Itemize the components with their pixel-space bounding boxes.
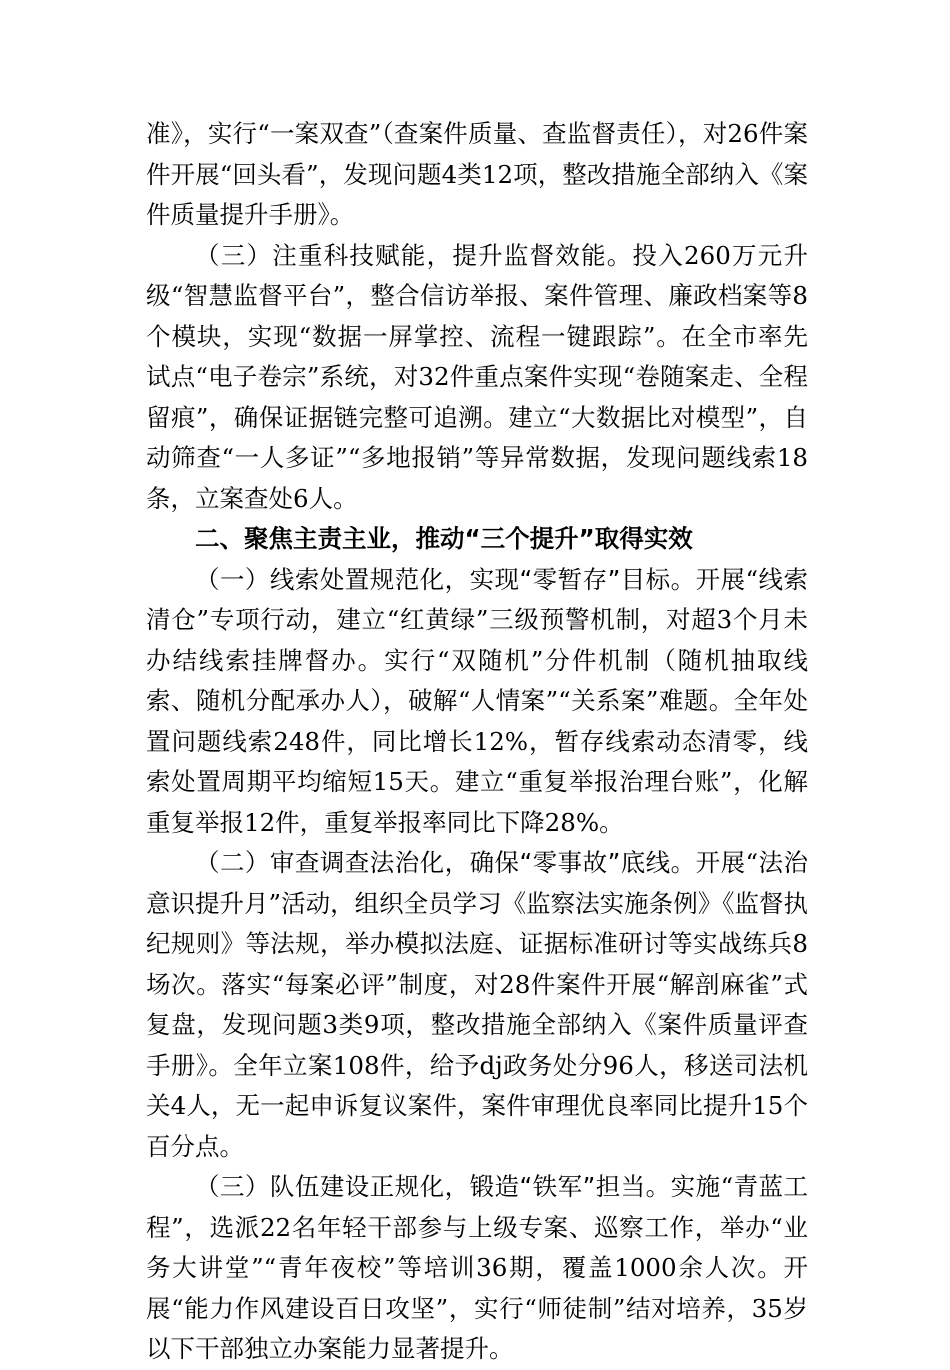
paragraph-continued (146, 114, 808, 236)
section-heading-text: 二、聚焦主责主业，推动“三个提升”取得实效 (195, 524, 693, 553)
paragraph-text: 开展“法治意识提升月”活动，组织全员学习《监察法实施条例》《监督执纪规则》等法规，举办模拟法庭、证据标准研讨等实战练兵8场次。落实“每案必评”制度，对28件案件开展“解剖麻雀”式复盘，发现问题3类9项，整改措施全部纳入《案件质量评查手册》。全年立案108件，给予dj政务处分96人，移送司法机关4人，无一起申诉复议案件，案件审理优良率同比提升15个百分点。 (146, 848, 808, 1161)
paragraph-text: 实施“青蓝工程”，选派22名年轻干部参与上级专案、巡察工作，举办“业务大讲堂”“青年夜校”等培训36期，覆盖1000余人次。开展“能力作风建设百日攻坚”，实行“师徒制”结对培养，35岁以下干部独立办案能力显著提升。 (146, 1172, 808, 1363)
paragraph-clue-handling (146, 560, 808, 844)
paragraph-text: 开展“线索清仓”专项行动，建立“红黄绿”三级预警机制，对超3个月未办结线索挂牌督办。实行“双随机”分件机制（随机抽取线索、随机分配承办人），破解“人情案”“关系案”难题。全年处置问题线索248件，同比增长12%，暂存线索动态清零，线索处置周期平均缩短15天。建立“重复举报治理台账”，化解重复举报12件，重复举报率同比下降28%。 (146, 564, 808, 837)
paragraph-team-building (146, 1167, 808, 1370)
paragraph-text: 投入260万元升级“智慧监督平台”，整合信访举报、案件管理、廉政档案等8个模块，实现“数据一屏掌控、流程一键跟踪”。在全市率先试点“电子卷宗”系统，对32件重点案件实现“卷随案走、全程留痕”，确保证据链完整可追溯。建立“大数据比对模型”，自动筛查“一人多证”“多地报销”等异常数据，发现问题线索18条，立案查处6人。 (146, 240, 808, 513)
paragraph-lead: （三）队伍建设正规化，锻造“铁军”担当。 (195, 1172, 671, 1201)
section-heading (146, 519, 808, 560)
paragraph-text: 准》，实行“一案双查”（查案件质量、查监督责任），对26件案件开展“回头看”，发现问题4类12项，整改措施全部纳入《案件质量提升手册》。 (146, 119, 808, 229)
paragraph-tech-empowerment (146, 236, 808, 520)
paragraph-lead: （二）审查调查法治化，确保“零事故”底线。 (195, 848, 696, 877)
paragraph-lead: （三）注重科技赋能，提升监督效能。 (195, 240, 633, 270)
document-page (146, 114, 808, 1370)
paragraph-investigation-law (146, 843, 808, 1167)
paragraph-lead: （一）线索处置规范化，实现“零暂存”目标。 (195, 564, 696, 594)
